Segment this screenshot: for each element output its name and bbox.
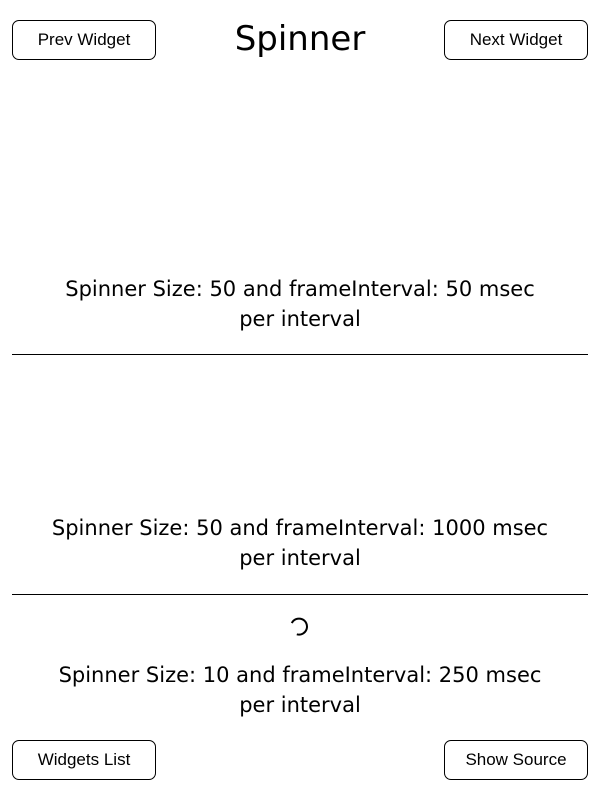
page-title: Spinner [234,19,366,59]
divider [12,594,588,595]
spinner-3-arc-icon [292,619,307,635]
widgets-list-button[interactable]: Widgets List [12,740,156,780]
spinner-2 [0,380,600,490]
spinner-1-caption-line1: Spinner Size: 50 and frameInterval: 50 msec [65,277,535,301]
next-widget-button[interactable]: Next Widget [444,20,588,60]
prev-widget-button[interactable]: Prev Widget [12,20,156,60]
show-source-button[interactable]: Show Source [444,740,588,780]
divider [12,354,588,355]
spinner-2-caption-line1: Spinner Size: 50 and frameInterval: 1000 msec [51,516,549,540]
spinner-2-caption [0,513,600,573]
spinner-3-caption-line2: per interval [239,693,361,717]
spinner-1-caption [0,274,600,334]
spinner-3 [0,612,600,642]
spinner-1 [0,140,600,250]
spinner-3-caption-line1: Spinner Size: 10 and frameInterval: 250 msec [58,663,542,687]
spinner-1-caption-line2: per interval [239,307,361,331]
spinner-3-caption [0,660,600,720]
spinner-2-caption-line2: per interval [239,546,361,570]
